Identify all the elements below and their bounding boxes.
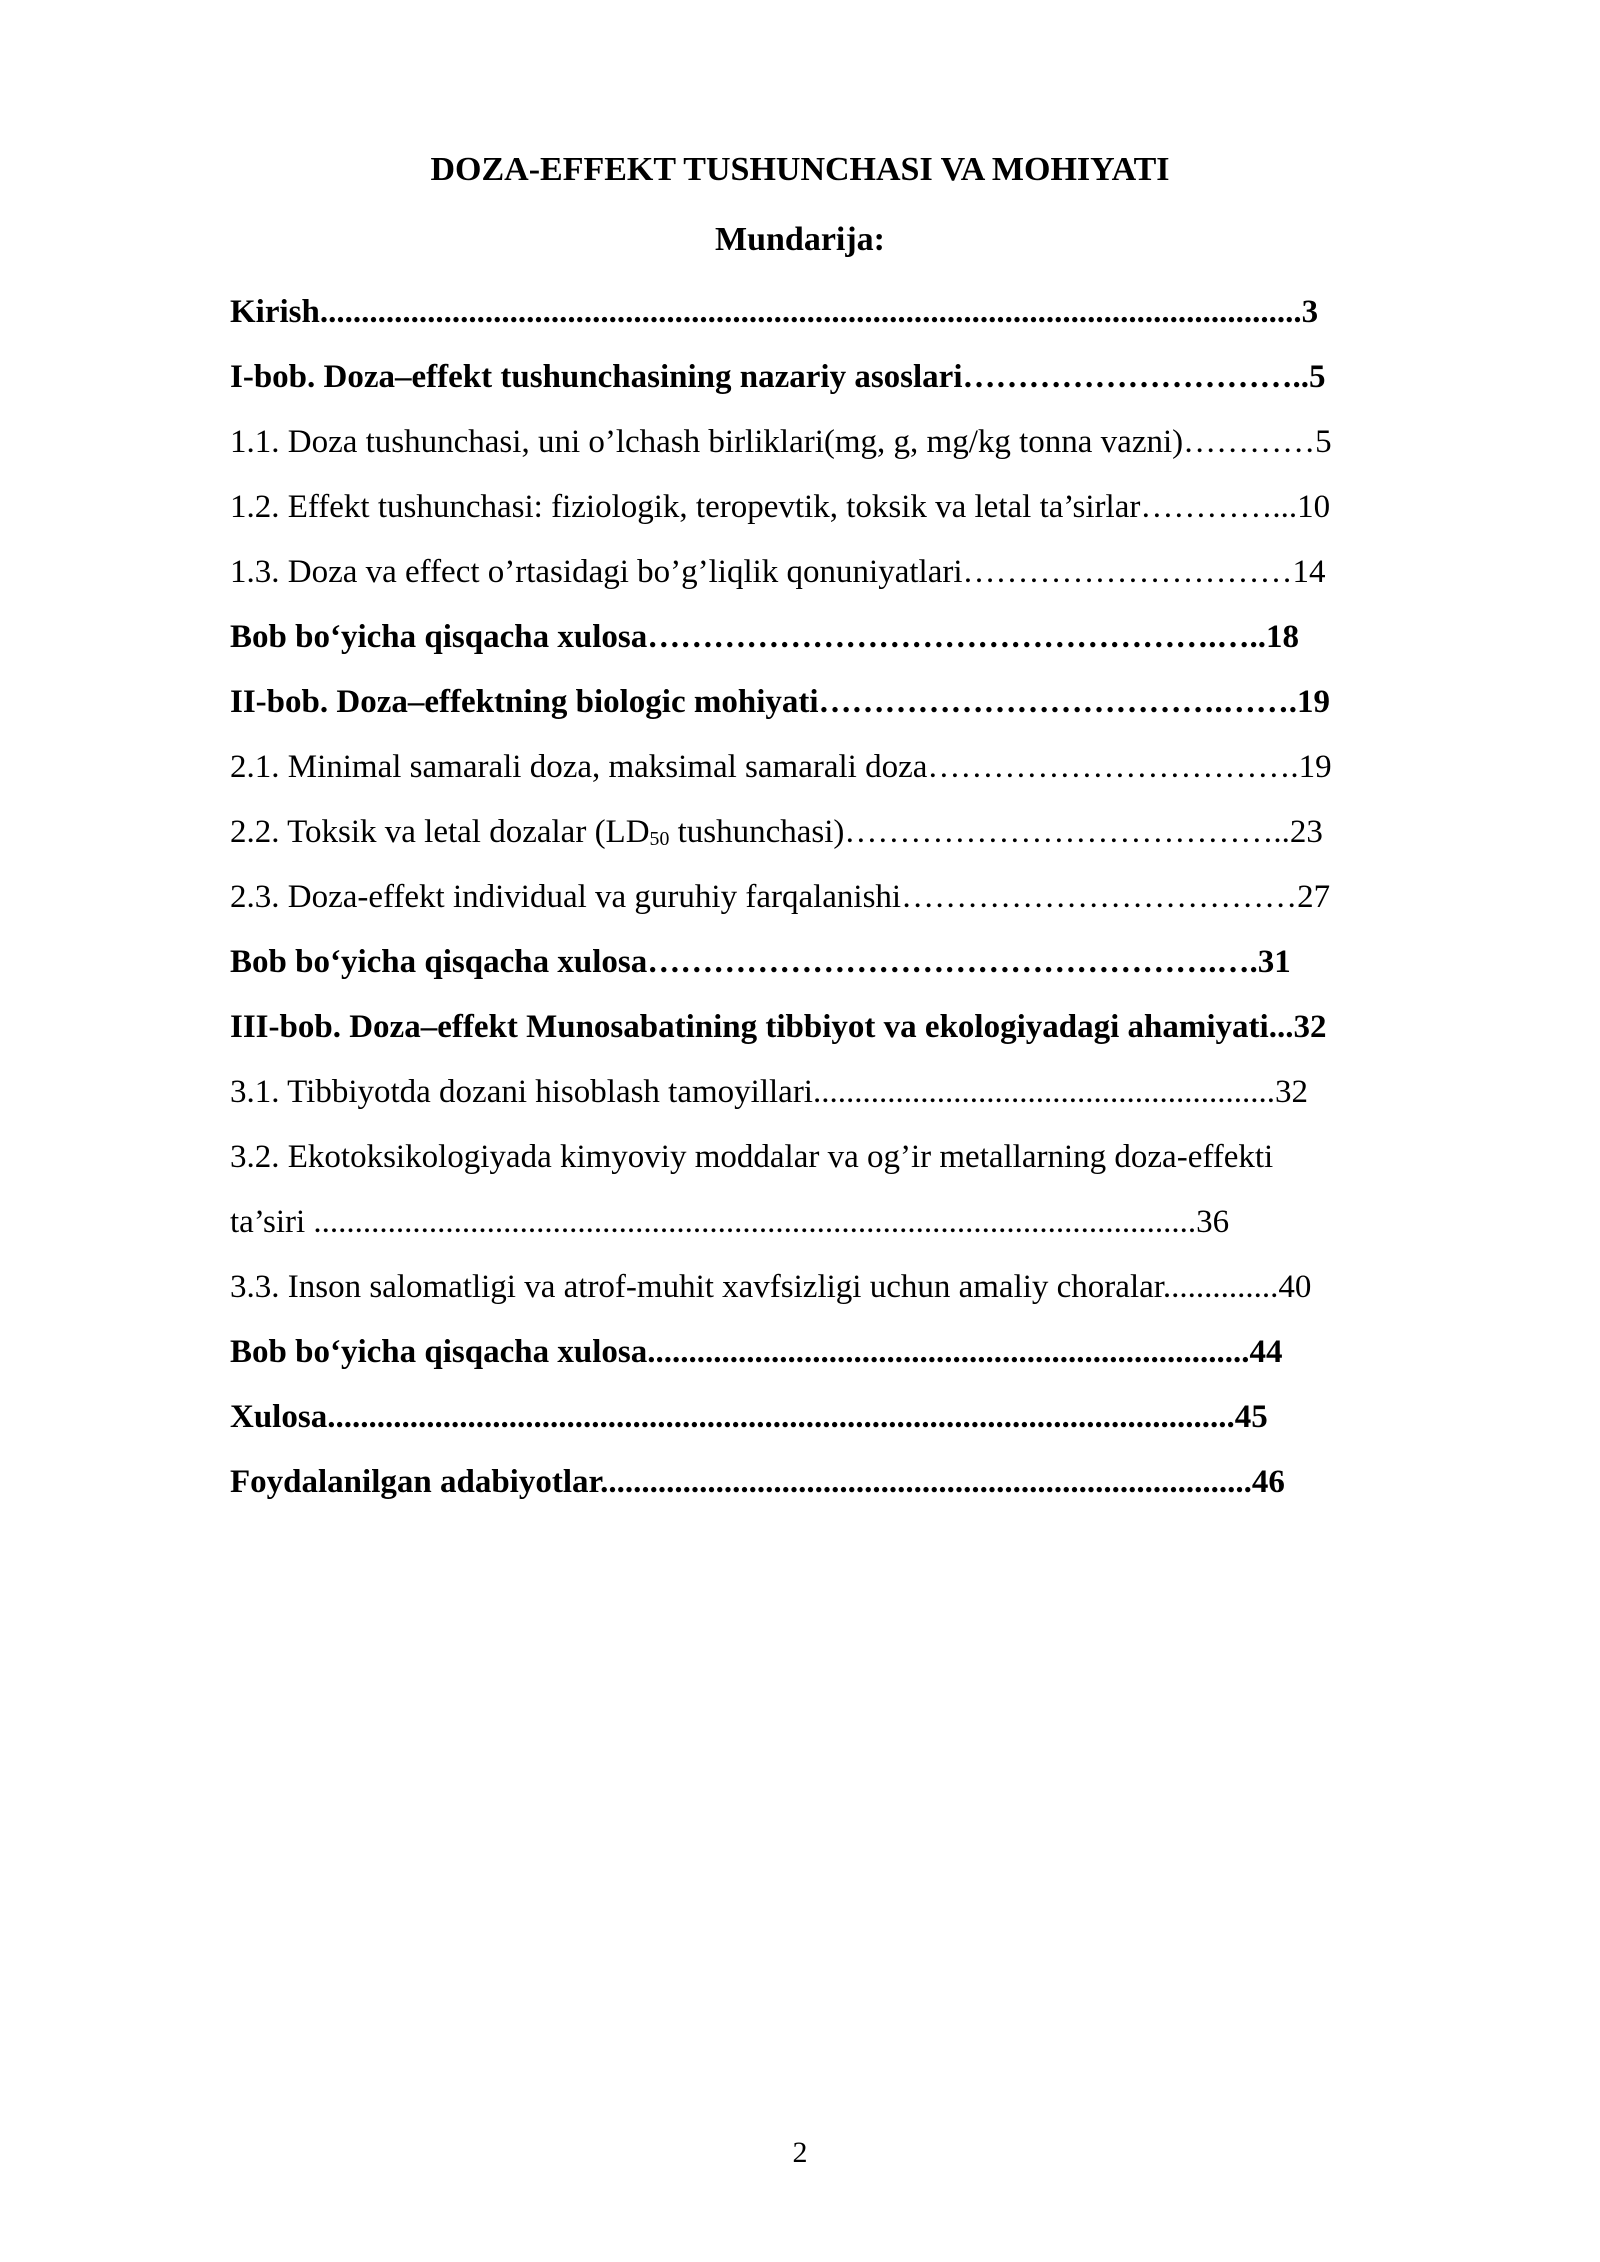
toc-entry-chapter-2[interactable]: II-bob. Doza–effektning biologic mohiyati……………………………….…….19 [230, 684, 1331, 720]
toc-entry-references[interactable]: Foydalanilgan adabiyotlar...............................................................................46 [230, 1464, 1285, 1500]
toc-entry-2-2[interactable] [230, 808, 1500, 873]
page-number: 2 [792, 2136, 808, 2169]
toc-heading: Mundarija: [715, 221, 885, 258]
toc-entry-2-3[interactable]: 2.3. Doza-effekt individual va guruhiy farqalanishi………………………………27 [230, 879, 1331, 915]
document-title: DOZA-EFFEKT TUSHUNCHASI VA MOHIYATI [430, 151, 1170, 188]
toc-entry-2-2-text-before: 2.2. Toksik va letal dozalar (LD [230, 814, 650, 850]
toc-entry-xulosa[interactable]: Xulosa..............................................................................................................45 [230, 1399, 1268, 1435]
toc-entry-2-1[interactable]: 2.1. Minimal samarali doza, maksimal samarali doza…………………………….19 [230, 749, 1332, 785]
toc-entry-2-2-subscript: 50 [649, 827, 670, 850]
toc-entry-1-2[interactable]: 1.2. Effekt tushunchasi: fiziologik, teropevtik, toksik va letal ta’sirlar…………...10 [230, 489, 1331, 525]
table-of-contents [230, 288, 1500, 1523]
toc-entry-2-2-text-after: tushunchasi)…………………………………..23 [669, 814, 1323, 850]
toc-entry-chapter-3[interactable]: III-bob. Doza–effekt Munosabatining tibbiyot va ekologiyadagi ahamiyati...32 [230, 1009, 1327, 1045]
toc-entry-3-3[interactable]: 3.3. Inson salomatligi va atrof-muhit xavfsizligi uchun amaliy choralar..............40 [230, 1269, 1312, 1305]
toc-entry-1-3[interactable]: 1.3. Doza va effect o’rtasidagi bo’g’liqlik qonuniyatlari…………………………14 [230, 554, 1326, 590]
toc-entry-1-1[interactable]: 1.1. Doza tushunchasi, uni o’lchash birliklari(mg, g, mg/kg tonna vazni)…………5 [230, 424, 1332, 460]
toc-entry-chapter-3-summary[interactable]: Bob bo‘yicha qisqacha xulosa.........................................................................44 [230, 1334, 1283, 1370]
toc-entry-3-1[interactable]: 3.1. Tibbiyotda dozani hisoblash tamoyillari........................................................32 [230, 1074, 1308, 1110]
toc-entry-chapter-1-summary[interactable]: Bob bo‘yicha qisqacha xulosa…………………………………………….…..18 [230, 619, 1299, 655]
toc-entry-chapter-2-summary[interactable]: Bob bo‘yicha qisqacha xulosa…………………………………………….….31 [230, 944, 1291, 980]
toc-entry-chapter-1[interactable]: I-bob. Doza–effekt tushunchasining nazariy asoslari…………………………..5 [230, 359, 1326, 395]
toc-entry-3-2[interactable]: 3.2. Ekotoksikologiyada kimyoviy moddalar va og’ir metallarning doza-effekti [230, 1139, 1274, 1175]
toc-entry-kirish[interactable]: Kirish.......................................................................................................................3 [230, 294, 1319, 330]
toc-entry-3-2-continuation[interactable]: ta’siri ...........................................................................................................36 [230, 1204, 1230, 1240]
